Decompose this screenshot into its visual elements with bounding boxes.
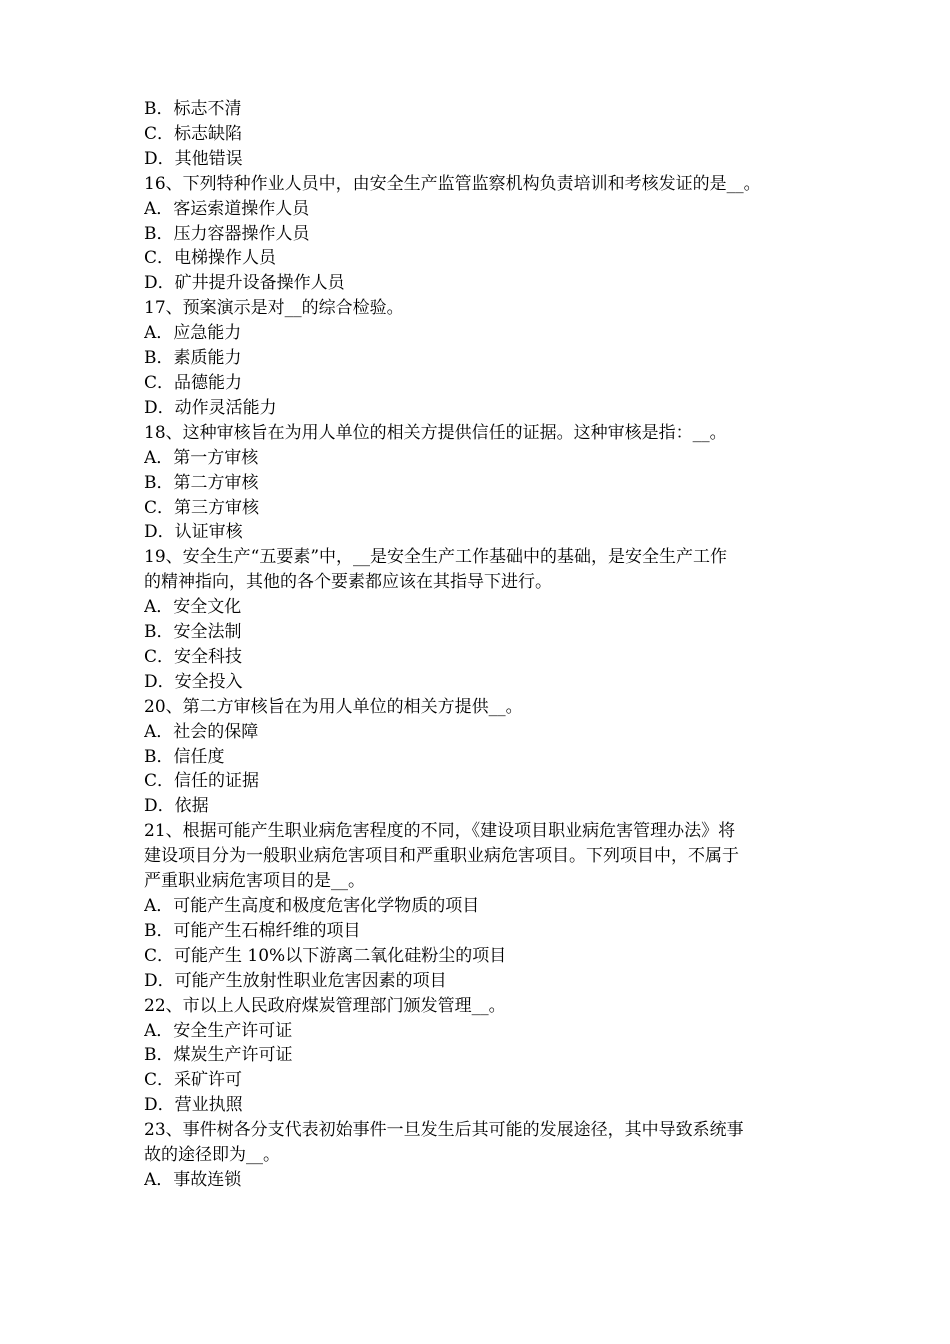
q17-option-d: D．动作灵活能力 — [144, 397, 277, 418]
question-23-line-1: 23、事件树各分支代表初始事件一旦发生后其可能的发展途径，其中导致系统事 — [144, 1120, 744, 1141]
q21-option-c: C．可能产生 10%以下游离二氧化硅粉尘的项目 — [144, 945, 507, 966]
q17-option-b: B．素质能力 — [144, 348, 242, 369]
q21-option-a: A．可能产生高度和极度危害化学物质的项目 — [144, 896, 480, 916]
question-17: 17、预案演示是对__的综合检验。 — [144, 298, 404, 319]
q22-option-c: C．采矿许可 — [144, 1070, 243, 1091]
q22-option-a: A．安全生产许可证 — [144, 1020, 293, 1041]
q20-option-a: A．社会的保障 — [144, 721, 259, 742]
question-21-line-1: 21、根据可能产生职业病危害程度的不同，《建设项目职业病危害管理办法》将 — [144, 821, 736, 842]
option-d-line: D．其他错误 — [144, 148, 243, 169]
q17-option-a: A．应急能力 — [144, 323, 242, 344]
question-18: 18、这种审核旨在为用人单位的相关方提供信任的证据。这种审核是指：__。 — [144, 422, 727, 443]
question-16: 16、下列特种作业人员中，由安全生产监管监察机构负责培训和考核发证的是__。 — [144, 173, 761, 194]
question-23-line-2: 故的途径即为__。 — [144, 1145, 280, 1166]
q18-option-d: D．认证审核 — [144, 522, 243, 543]
option-b-line: B．标志不清 — [144, 99, 242, 119]
q18-option-c: C．第三方审核 — [144, 497, 260, 518]
option-c-line: C．标志缺陷 — [144, 123, 243, 144]
question-21-line-3: 严重职业病危害项目的是__。 — [144, 871, 365, 892]
q20-option-d: D．依据 — [144, 796, 209, 817]
q20-option-c: C．信任的证据 — [144, 771, 260, 792]
q18-option-b: B．第二方审核 — [144, 472, 259, 493]
q18-option-a: A．第一方审核 — [144, 447, 259, 468]
question-20: 20、第二方审核旨在为用人单位的相关方提供__。 — [144, 696, 523, 717]
question-22: 22、市以上人民政府煤炭管理部门颁发管理__。 — [144, 995, 506, 1016]
q21-option-d: D．可能产生放射性职业危害因素的项目 — [144, 970, 447, 991]
q19-option-d: D．安全投入 — [144, 671, 243, 692]
q16-option-c: C．电梯操作人员 — [144, 248, 277, 269]
q19-option-b: B．安全法制 — [144, 622, 242, 643]
q19-option-c: C．安全科技 — [144, 646, 243, 667]
q23-option-a: A．事故连锁 — [144, 1169, 242, 1190]
q22-option-b: B．煤炭生产许可证 — [144, 1045, 293, 1066]
question-19-line-1: 19、安全生产“五要素”中，__是安全生产工作基础中的基础，是安全生产工作 — [144, 547, 728, 568]
q20-option-b: B．信任度 — [144, 746, 225, 767]
q17-option-c: C．品德能力 — [144, 372, 243, 393]
question-19-line-2: 的精神指向，其他的各个要素都应该在其指导下进行。 — [144, 572, 552, 593]
q16-option-d: D．矿井提升设备操作人员 — [144, 273, 345, 294]
q22-option-d: D．营业执照 — [144, 1095, 243, 1116]
q16-option-b: B．压力容器操作人员 — [144, 223, 310, 244]
q19-option-a: A．安全文化 — [144, 597, 242, 618]
question-21-line-2: 建设项目分为一般职业病危害项目和严重职业病危害项目。下列项目中，不属于 — [144, 846, 739, 867]
q21-option-b: B．可能产生石棉纤维的项目 — [144, 920, 361, 941]
q16-option-a: A．客运索道操作人员 — [144, 198, 310, 219]
document-page — [144, 97, 820, 1193]
